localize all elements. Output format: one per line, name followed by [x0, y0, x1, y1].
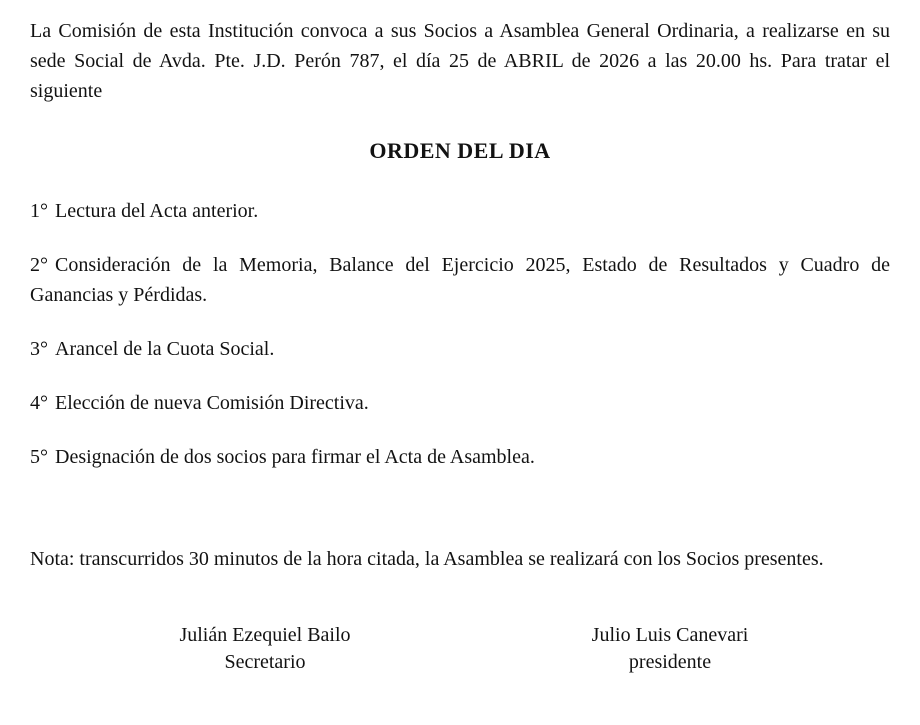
signatory-title: Secretario — [224, 651, 306, 673]
signature-row — [30, 622, 890, 676]
agenda-item-2 — [30, 250, 890, 310]
agenda-item-3 — [30, 334, 890, 364]
agenda-item-number: 4° — [30, 392, 48, 414]
signature-presidente — [520, 622, 820, 676]
signatory-name: Julio Luis Canevari — [591, 624, 749, 646]
agenda-item-number: 5° — [30, 446, 48, 468]
agenda-list — [30, 196, 890, 472]
signature-secretario — [115, 622, 415, 676]
signatory-title: presidente — [628, 651, 712, 673]
note-paragraph: Nota: transcurridos 30 minutos de la hora citada, la Asamblea se realizará con los Socios presentes. — [30, 548, 824, 570]
agenda-item-text: Consideración de la Memoria, Balance del Ejercicio 2025, Estado de Resultados y Cuadro de Ganancias y Pérdidas. — [30, 254, 890, 306]
orden-del-dia-heading: ORDEN DEL DIA — [369, 138, 551, 163]
agenda-item-number: 2° — [30, 254, 48, 276]
agenda-item-text: Lectura del Acta anterior. — [55, 200, 259, 222]
intro-paragraph: La Comisión de esta Institución convoca a sus Socios a Asamblea General Ordinaria, a realizarse en su sede Social de Avda. Pte. J.D. Perón 787, el día 25 de ABRIL de 2026 a las 20.00 hs. Para tratar el siguiente — [30, 20, 890, 102]
agenda-item-text: Designación de dos socios para firmar el Acta de Asamblea. — [55, 446, 535, 468]
agenda-item-text: Elección de nueva Comisión Directiva. — [55, 392, 369, 414]
agenda-item-text: Arancel de la Cuota Social. — [55, 338, 275, 360]
agenda-item-5 — [30, 442, 890, 472]
agenda-item-1 — [30, 196, 890, 226]
agenda-item-number: 1° — [30, 200, 48, 222]
signatory-name: Julián Ezequiel Bailo — [179, 624, 351, 646]
agenda-item-4 — [30, 388, 890, 418]
agenda-item-number: 3° — [30, 338, 48, 360]
